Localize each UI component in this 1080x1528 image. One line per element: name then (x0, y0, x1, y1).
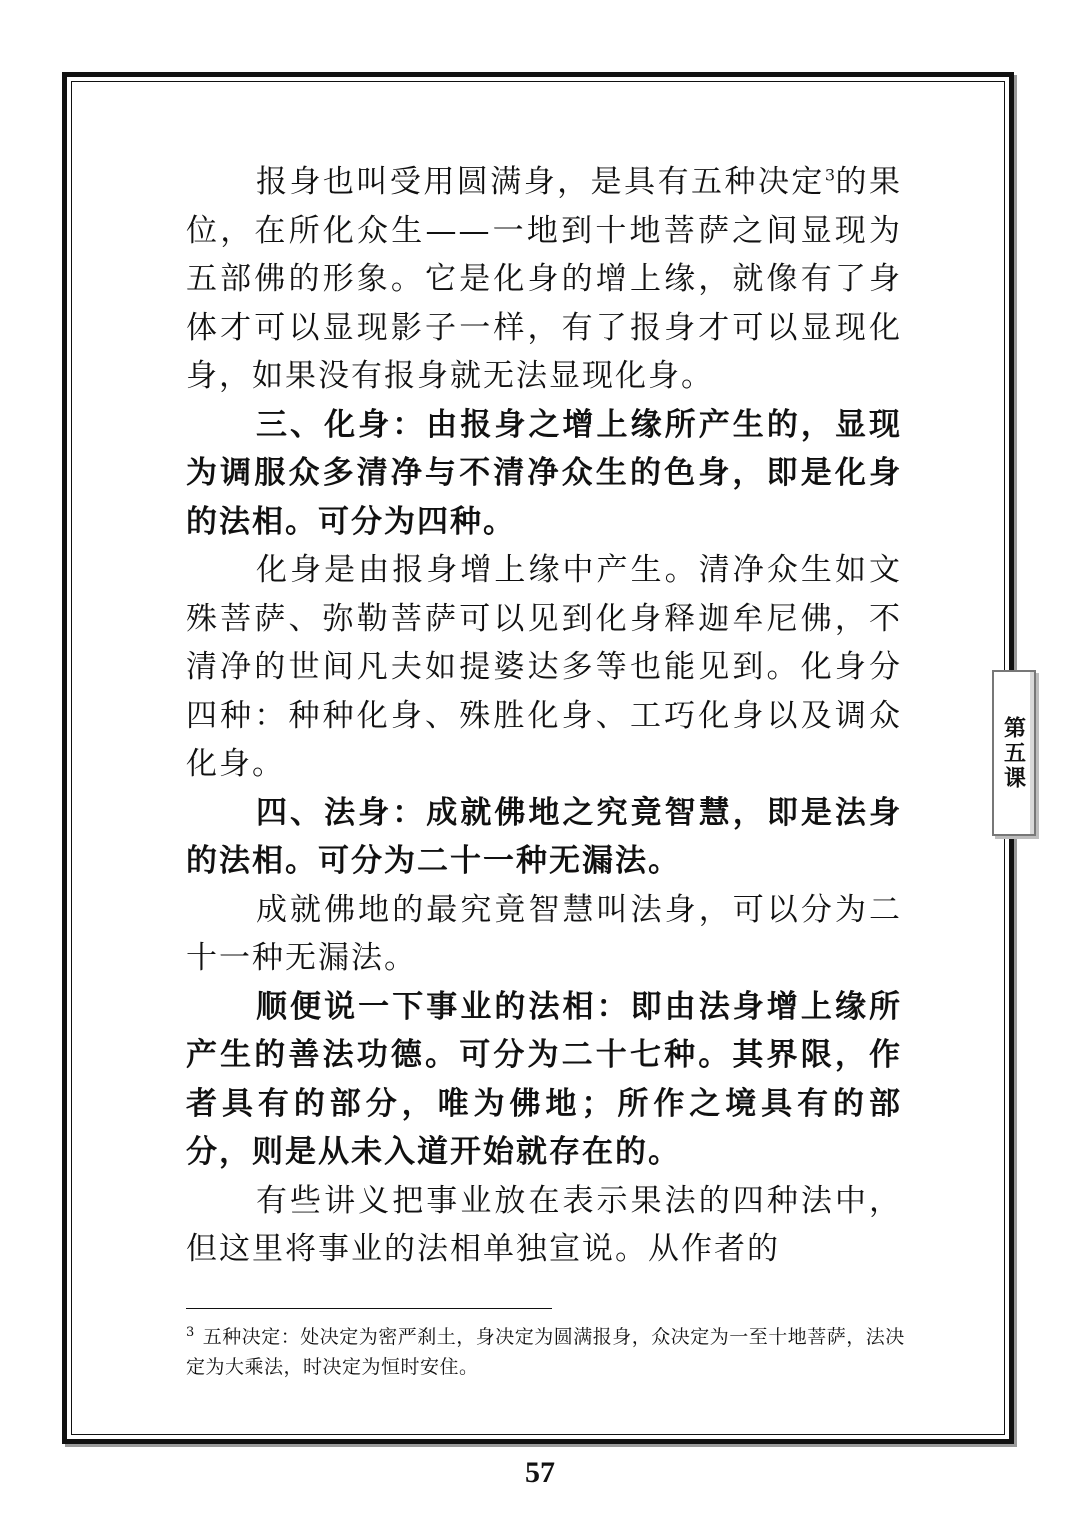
heading-paragraph: 四、法身：成就佛地之究竟智慧，即是法身的法相。可分为二十一种无漏法。 (186, 794, 902, 879)
paragraph: 有些讲义把事业放在表示果法的四种法中，但这里将事业的法相单独宣说。从作者的 (186, 1182, 902, 1267)
footnote (186, 1322, 910, 1382)
footnote-divider (186, 1308, 552, 1309)
paragraph: 报身也叫受用圆满身，是具有五种决定$^3$的果位，在所化众生——一地到十地菩萨之间显现为五部佛的形象。它是化身的增上缘，就像有了身体才可以显现影子一样，有了报身才可以显现化身，如果没有报身就无法显现化身。 (186, 164, 903, 394)
paragraph: 化身是由报身增上缘中产生。清净众生如文殊菩萨、弥勒菩萨可以见到化身释迦牟尼佛，不清净的世间凡夫如提婆达多等也能见到。化身分四种：种种化身、殊胜化身、工巧化身以及调众化身。 (186, 552, 902, 782)
chapter-tab-label: 第五课 (1000, 715, 1027, 791)
footnote-reference[interactable]: 3 (824, 165, 836, 185)
chapter-side-tab (992, 670, 1036, 836)
heading-paragraph: 三、化身：由报身之增上缘所产生的，显现为调服众多清净与不清净众生的色身，即是化身的法相。可分为四种。 (186, 406, 902, 540)
body-text (186, 158, 902, 1274)
page-number: 57 (525, 1456, 555, 1489)
heading-paragraph: 顺便说一下事业的法相：即由法身增上缘所产生的善法功德。可分为二十七种。其界限，作者具有的部分，唯为佛地；所作之境具有的部分，则是从未入道开始就存在的。 (186, 988, 902, 1170)
footnote-mark: 3 (186, 1324, 195, 1340)
footnote-text: 五种决定：处决定为密严刹土，身决定为圆满报身，众决定为一至十地菩萨，法决定为大乘法，时决定为恒时安住。 (186, 1326, 905, 1378)
paragraph: 成就佛地的最究竟智慧叫法身，可以分为二十一种无漏法。 (186, 891, 902, 976)
